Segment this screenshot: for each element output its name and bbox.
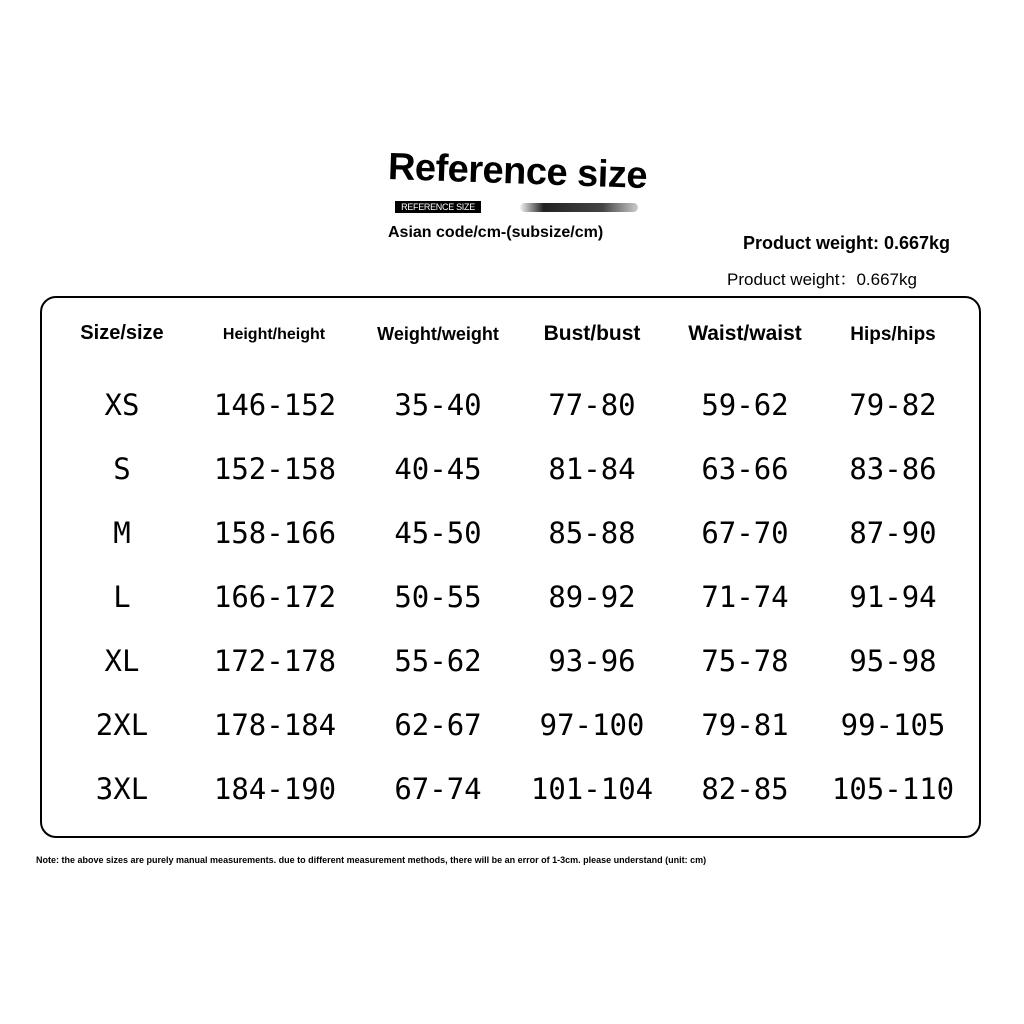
decorative-smudge: [520, 203, 638, 212]
header-size: Size/size: [80, 322, 164, 344]
cell-size: XL: [104, 644, 140, 678]
cell-height: 172-178: [213, 644, 337, 678]
cell-hips: 83-86: [849, 452, 937, 486]
cell-size: M: [113, 516, 131, 550]
product-weight-light: Product weight：0.667kg: [727, 270, 917, 289]
cell-waist: 67-70: [701, 516, 789, 550]
cell-hips: 91-94: [849, 580, 937, 614]
page-title: Reference size: [387, 146, 648, 198]
header-waist: Waist/waist: [688, 322, 802, 345]
header-bust: Bust/bust: [543, 322, 641, 345]
cell-hips: 105-110: [831, 772, 955, 806]
cell-bust: 89-92: [548, 580, 636, 614]
cell-size: S: [113, 452, 131, 486]
cell-height: 178-184: [213, 708, 337, 742]
cell-weight: 35-40: [394, 388, 482, 422]
cell-hips: 99-105: [840, 708, 946, 742]
measurement-note: Note: the above sizes are purely manual measurements. due to different measurement methods, there will be an error of 1-3cm. please understand (unit: cm): [36, 855, 707, 865]
cell-height: 184-190: [213, 772, 337, 806]
cell-size: 3XL: [95, 772, 149, 806]
cell-waist: 82-85: [701, 772, 789, 806]
header-weight: Weight/weight: [377, 324, 499, 344]
reference-size-tag: REFERENCE SIZE: [395, 201, 481, 213]
header-hips: Hips/hips: [850, 324, 936, 345]
header-height: Height/height: [222, 326, 326, 343]
product-weight-bold: Product weight: 0.667kg: [743, 233, 951, 253]
cell-weight: 40-45: [394, 452, 482, 486]
cell-size: 2XL: [95, 708, 149, 742]
cell-size: XS: [104, 388, 140, 422]
cell-height: 152-158: [213, 452, 337, 486]
cell-hips: 87-90: [849, 516, 937, 550]
cell-waist: 63-66: [701, 452, 789, 486]
cell-height: 146-152: [213, 388, 337, 422]
cell-bust: 85-88: [548, 516, 636, 550]
cell-bust: 97-100: [539, 708, 645, 742]
cell-waist: 79-81: [701, 708, 789, 742]
cell-weight: 67-74: [394, 772, 482, 806]
cell-waist: 75-78: [701, 644, 789, 678]
cell-height: 166-172: [213, 580, 337, 614]
cell-bust: 77-80: [548, 388, 636, 422]
cell-weight: 62-67: [394, 708, 482, 742]
cell-height: 158-166: [213, 516, 337, 550]
cell-weight: 55-62: [394, 644, 482, 678]
cell-size: L: [113, 580, 131, 614]
cell-bust: 81-84: [548, 452, 636, 486]
cell-hips: 95-98: [849, 644, 937, 678]
cell-hips: 79-82: [849, 388, 937, 422]
cell-bust: 93-96: [548, 644, 636, 678]
size-table-frame: [40, 296, 981, 838]
cell-weight: 50-55: [394, 580, 482, 614]
cell-waist: 71-74: [701, 580, 789, 614]
cell-bust: 101-104: [530, 772, 654, 806]
cell-waist: 59-62: [701, 388, 789, 422]
asian-code-label: Asian code/cm-(subsize/cm): [388, 224, 604, 241]
cell-weight: 45-50: [394, 516, 482, 550]
